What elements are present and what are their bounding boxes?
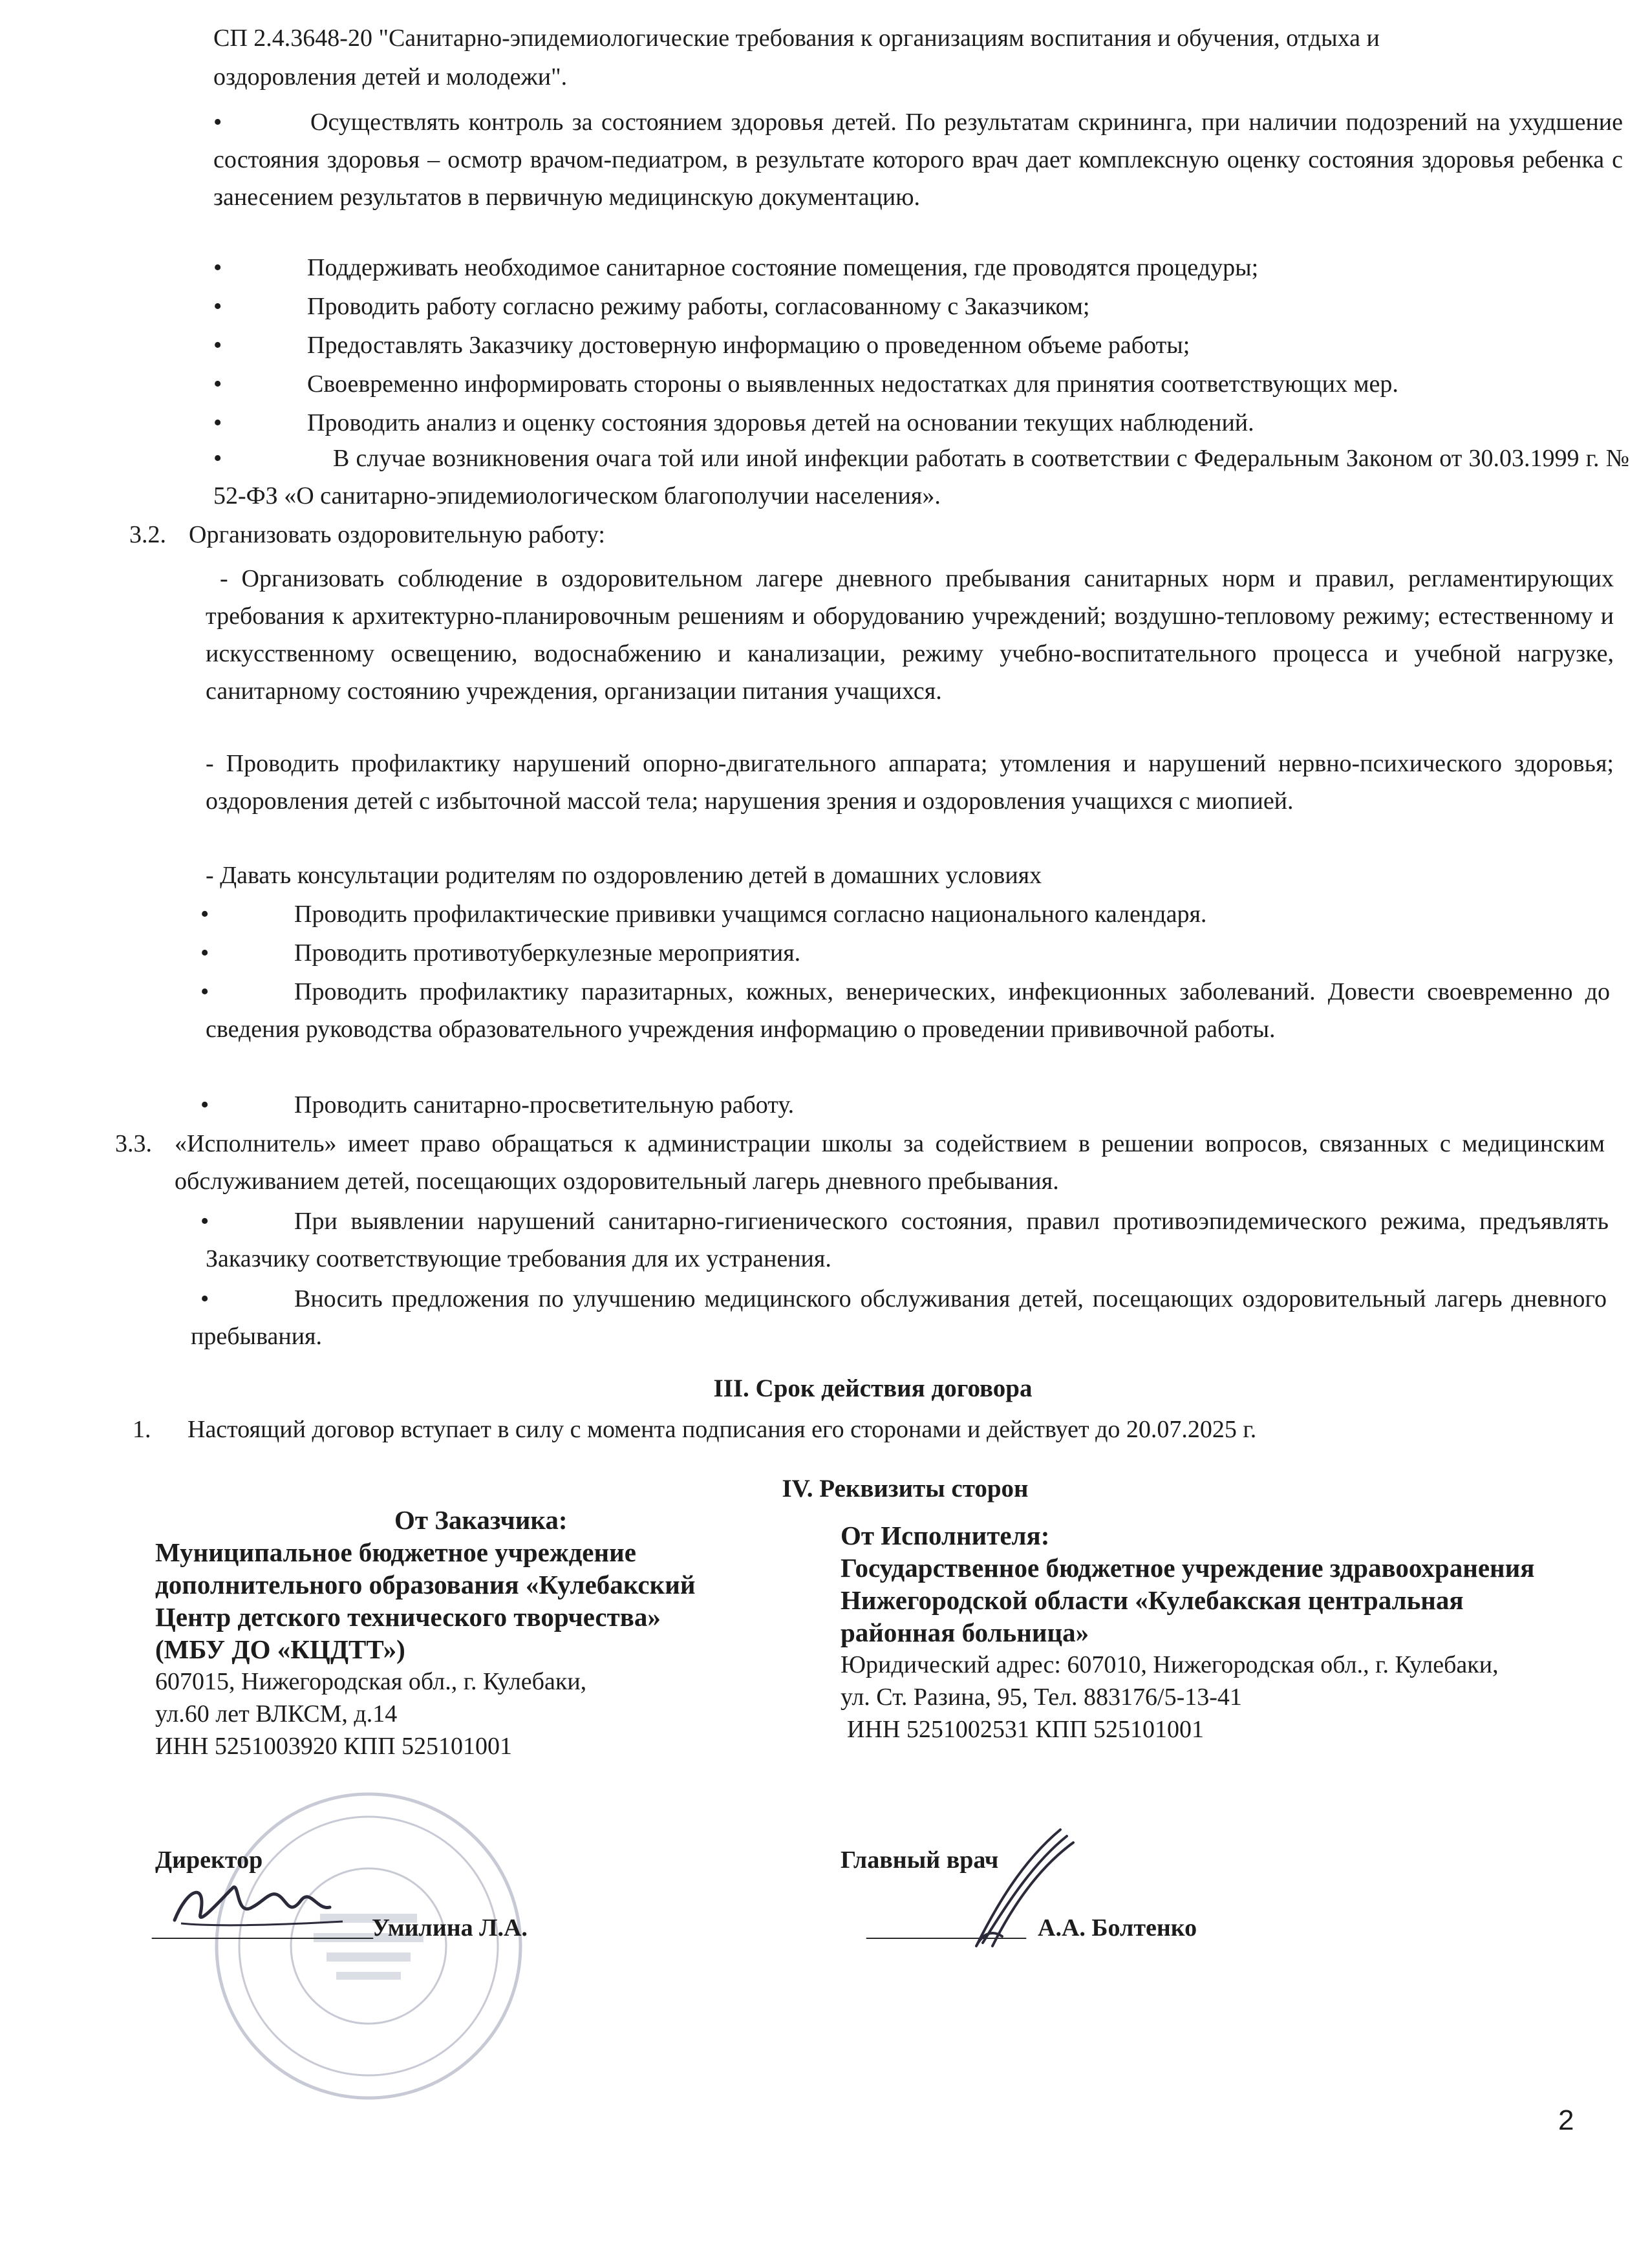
section-iii-item-text: Настоящий договор вступает в силу с момента подписания его сторонами и действует до 20.07.2025 г.: [188, 1416, 1257, 1443]
section-3-3-number: 3.3.: [115, 1130, 152, 1157]
customer-signer-name: Умилина Л.А.: [372, 1914, 528, 1942]
customer-signer-role: Директор: [155, 1846, 263, 1874]
bullet-prevention: [200, 973, 1610, 1048]
bullet-analysis: [213, 404, 1626, 442]
contractor-signer-name: А.А. Болтенко: [1038, 1914, 1197, 1942]
bullet-text: Проводить профилактические прививки учащимся согласно национального календаря.: [294, 901, 1207, 928]
bullet-text: Проводить профилактику паразитарных, кожных, венерических, инфекционных заболеваний. Довести своевременно до сведения руководства образовательного учреждения информацию о проведении прививочной работы.: [206, 978, 1610, 1043]
contractor-title: От Исполнителя:: [841, 1521, 1050, 1550]
bullet-text: Осуществлять контроль за состоянием здоровья детей. По результатам скрининга, при наличии подозрений на ухудшение состояния здоровья – осмотр врачом-педиатром, в результате которого врач дает комплексную оценку состояния здоровья ребенка с занесением результатов в первичную медицинскую документацию.: [213, 109, 1623, 211]
customer-org-line4: (МБУ ДО «КЦДТТ»): [155, 1634, 405, 1664]
bullet-text: Проводить анализ и оценку состояния здоровья детей на основании текущих наблюдений.: [307, 409, 1254, 436]
bullet-infection: [213, 440, 1629, 515]
bullet-violations: [200, 1203, 1609, 1278]
bullet-work-schedule: [213, 288, 1626, 325]
page-number: 2: [1558, 2104, 1574, 2136]
bullet-text: Проводить санитарно-просветительную работу.: [294, 1091, 795, 1118]
bullet-education: [200, 1086, 1613, 1124]
bullet-dot: •: [213, 109, 222, 136]
customer-title: От Заказчика:: [394, 1505, 568, 1535]
bullet-dot: •: [200, 1091, 209, 1118]
customer-address-line1: 607015, Нижегородская обл., г. Кулебаки,: [155, 1668, 587, 1695]
section-3-2-paragraph-1: - Организовать соблюдение в оздоровительном лагере дневного пребывания санитарных норм и правил, регламентирующих требования к архитектурно-планировочным решениям и оборудованию учреждений; воздушно-тепловому режиму; естественному и искусственному освещению, водоснабжению и канализации, режиму учебно-воспитательного процесса и учебной нагрузке, санитарному состоянию учреждения, организации питания учащихся.: [206, 565, 1614, 705]
contractor-address-line1: Юридический адрес: 607010, Нижегородская обл., г. Кулебаки,: [841, 1651, 1499, 1678]
bullet-dot: •: [200, 939, 209, 967]
customer-signature-line: __________________: [152, 1914, 373, 1942]
customer-org-line3: Центр детского технического творчества»: [155, 1602, 661, 1632]
section-3-2-paragraph-3: - Давать консультации родителям по оздоровлению детей в домашних условиях: [206, 862, 1042, 889]
contractor-org-line3: районная больница»: [841, 1618, 1089, 1647]
bullet-dot: •: [213, 370, 222, 398]
bullet-dot: •: [200, 978, 209, 1005]
section-3-3-text: «Исполнитель» имеет право обращаться к администрации школы за содействием в решении вопросов, связанных с медицинским обслуживанием детей, посещающих оздоровительный лагерь дневного пребывания.: [175, 1130, 1605, 1195]
contractor-signature: [957, 1823, 1086, 1952]
bullet-text: В случае возникновения очага той или иной инфекции работать в соответствии с Федеральным Законом от 30.03.1999 г. № 52-ФЗ «О санитарно-эпидемиологическом благополучии населения».: [213, 445, 1629, 509]
bullet-text: Своевременно информировать стороны о выявленных недостатках для принятия соответствующих мер.: [307, 370, 1398, 398]
bullet-text: Проводить противотуберкулезные мероприятия.: [294, 939, 801, 967]
contractor-details: [841, 1519, 1642, 1746]
bullet-text: Проводить работу согласно режиму работы, согласованному с Заказчиком;: [307, 293, 1090, 320]
customer-org-line2: дополнительного образования «Кулебакский: [155, 1570, 696, 1599]
customer-org-line1: Муниципальное бюджетное учреждение: [155, 1537, 636, 1567]
customer-inn-kpp: ИНН 5251003920 КПП 525101001: [155, 1733, 513, 1760]
section-3-2-number: 3.2.: [129, 521, 166, 548]
customer-address-line2: ул.60 лет ВЛКСМ, д.14: [155, 1700, 398, 1728]
section-iii-heading: III. Срок действия договора: [713, 1375, 1033, 1402]
bullet-sanitary-state: [213, 249, 1626, 286]
section-3-2-paragraph-2: - Проводить профилактику нарушений опорно-двигательного аппарата; утомления и нарушений нервно-психического здоровья; оздоровления детей с избыточной массой тела; нарушения зрения и оздоровления учащихся с миопией.: [206, 750, 1614, 815]
bullet-proposals: [191, 1280, 1607, 1355]
bullet-inform-parties: [213, 365, 1639, 403]
bullet-text: Предоставлять Заказчику достоверную информацию о проведенном объеме работы;: [307, 332, 1190, 359]
contractor-inn-kpp: ИНН 5251002531 КПП 525101001: [847, 1716, 1205, 1743]
bullet-dot: •: [213, 293, 222, 320]
contractor-org-line1: Государственное бюджетное учреждение здравоохранения: [841, 1553, 1535, 1583]
sp-reference-line1: СП 2.4.3648-20 "Санитарно-эпидемиологические требования к организациям воспитания и обучения, отдыха и: [213, 25, 1380, 52]
section-iv-heading: IV. Реквизиты сторон: [782, 1475, 1029, 1503]
section-3-2-title: Организовать оздоровительную работу:: [189, 521, 605, 548]
bullet-text: Поддерживать необходимое санитарное состояние помещения, где проводятся процедуры;: [307, 254, 1259, 281]
sp-reference-line2: оздоровления детей и молодежи".: [213, 63, 568, 91]
contractor-signature-line: _____________: [866, 1914, 1026, 1942]
section-iii-item-number: 1.: [133, 1416, 151, 1443]
contractor-signer-role: Главный врач: [841, 1846, 999, 1874]
bullet-dot: •: [213, 254, 222, 281]
bullet-dot: •: [213, 445, 222, 472]
organization-stamp: [207, 1784, 530, 2108]
bullet-information: [213, 326, 1626, 364]
contractor-address-line2: ул. Ст. Разина, 95, Тел. 883176/5-13-41: [841, 1684, 1242, 1711]
bullet-dot: •: [200, 1285, 209, 1312]
bullet-vaccinations: [200, 895, 1613, 933]
customer-signature: [162, 1862, 356, 1940]
bullet-text: Вносить предложения по улучшению медицинского обслуживания детей, посещающих оздоровительный лагерь дневного пребывания.: [191, 1285, 1607, 1350]
bullet-dot: •: [213, 332, 222, 359]
bullet-dot: •: [200, 1208, 209, 1235]
bullet-text: При выявлении нарушений санитарно-гигиенического состояния, правил противоэпидемического режима, предъявлять Заказчику соответствующие требования для их устранения.: [206, 1208, 1609, 1272]
contractor-org-line2: Нижегородской области «Кулебакская центральная: [841, 1585, 1464, 1615]
bullet-dot: •: [200, 901, 209, 928]
bullet-dot: •: [213, 409, 222, 436]
customer-details: [155, 1504, 815, 1762]
bullet-tuberculosis: [200, 934, 1613, 972]
bullet-health-control: [213, 103, 1623, 216]
